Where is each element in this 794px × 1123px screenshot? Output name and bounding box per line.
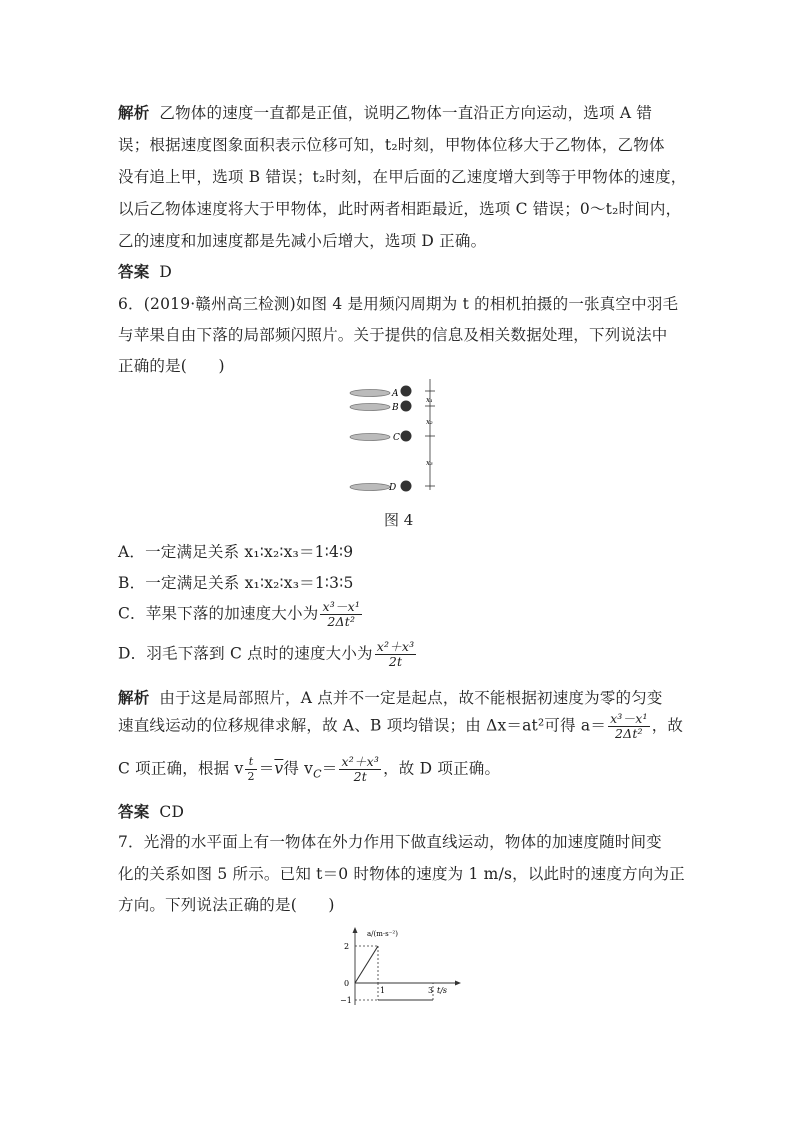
tick-y-m1: −1 — [340, 996, 352, 1005]
q6-option-c: C．苹果下落的加速度大小为 $\frac{\text{x³－x¹}}{\text{2Δt²}}$ — [118, 599, 361, 629]
x-axis-label: t/s — [437, 986, 448, 995]
apple-a — [401, 386, 412, 397]
analysis5-line5: 乙的速度和加速度都是先减小后增大，选项 D 正确。 — [118, 232, 487, 250]
tick-x-1: 1 — [380, 986, 386, 995]
apple-d — [401, 481, 412, 492]
q6-option-a: A．一定满足关系 x₁∶x₂∶x₃＝1∶4∶9 — [118, 543, 354, 561]
apple-b — [401, 401, 412, 412]
apple-c — [401, 431, 412, 442]
analysis6-line3: C 项正确，根据 v $\frac{t}{2}$ $=\overline{v}$得 $v_C=$ $\frac{\text{x²＋x³}}{2t}$ ，故 D 项正确。 — [118, 754, 501, 784]
analysis6-label: 解析 — [118, 688, 150, 707]
q6-line2: 与苹果自由下落的局部频闪照片。关于提供的信息及相关数据处理，下列说法中 — [118, 326, 668, 344]
q6-line1: 6．(2019·赣州高三检测)如图 4 是用频闪周期为 t 的相机拍摄的一张真空中羽毛 — [118, 295, 679, 313]
tick-y-0: 0 — [344, 979, 350, 988]
q7-line3: 方向。下列说法正确的是( ) — [118, 896, 335, 914]
analysis5-line1: 解析 乙物体的速度一直都是正值，说明乙物体一直沿正方向运动，选项 A 错 — [118, 103, 653, 122]
analysis5-line4: 以后乙物体速度将大于甲物体，此时两者相距最近，选项 C 错误；0～t₂时间内， — [118, 200, 682, 218]
answer6 — [118, 800, 184, 822]
tick-x-3: 3 — [428, 986, 434, 995]
analysis6-fraction1: $\frac{\text{x³－x¹}}{\text{2Δt²}}$ — [610, 711, 648, 741]
answer6-value: CD — [159, 803, 185, 821]
feather-d — [350, 484, 390, 491]
q7-line1: 7．光滑的水平面上有一物体在外力作用下做直线运动，物体的加速度随时间变 — [118, 833, 662, 851]
analysis5-line3: 没有追上甲，选项 B 错误；t₂时刻，在甲后面的乙速度增大到等于甲物体的速度， — [118, 168, 687, 186]
answer6-label: 答案 — [118, 802, 150, 821]
label-a: A — [392, 389, 399, 399]
label-d: D — [389, 483, 397, 493]
q6-line3: 正确的是( ) — [118, 357, 225, 375]
q6-option-b: B．一定满足关系 x₁∶x₂∶x₃＝1∶3∶5 — [118, 574, 354, 592]
analysis6-fraction2: $\frac{\text{x²＋x³}}{2t}$ — [341, 754, 380, 784]
feather-c — [350, 434, 390, 441]
figure4-caption: 图 4 — [384, 511, 414, 529]
acceleration-graph — [330, 925, 465, 1010]
feather-a — [350, 390, 390, 397]
label-x2: x₂ — [426, 418, 433, 426]
label-x1: x₁ — [426, 396, 433, 404]
q7-line2: 化的关系如图 5 所示。已知 t＝0 时物体的速度为 1 m/s，以此时的速度方向为正 — [118, 865, 685, 883]
analysis6-line1: 解析 由于这是局部照片，A 点并不一定是起点，故不能根据初速度为零的匀变 — [118, 688, 663, 707]
tick-y-2: 2 — [344, 942, 350, 951]
answer5 — [118, 260, 172, 282]
strobe-photo-figure — [340, 377, 450, 495]
label-b: B — [392, 403, 399, 413]
y-axis-label: a/(m·s⁻²) — [367, 930, 398, 938]
analysis6-subfrac: $\frac{t}{2}$ — [247, 755, 255, 783]
label-c: C — [393, 433, 400, 443]
optc-fraction: $\frac{\text{x³－x¹}}{\text{2Δt²}}$ — [322, 599, 361, 629]
analysis5-line2: 误；根据速度图象面积表示位移可知，t₂时刻，甲物体位移大于乙物体，乙物体 — [118, 136, 665, 154]
answer5-value: D — [159, 263, 173, 281]
feather-b — [350, 404, 390, 411]
ramp-line — [355, 946, 378, 983]
label-x3: x₃ — [426, 459, 433, 467]
optd-fraction: $\frac{\text{x²＋x³}}{2t}$ — [376, 639, 415, 669]
analysis6-line2: 速直线运动的位移规律求解，故 A、B 项均错误；由 Δx＝at²可得 a＝ $\frac{\text{x³－x¹}}{\text{2Δt²}}$ ，故 — [118, 711, 684, 741]
q6-option-d: D．羽毛下落到 C 点时的速度大小为 $\frac{\text{x²＋x³}}{2t}$ — [118, 639, 415, 669]
answer5-label: 答案 — [118, 262, 150, 281]
analysis5-label: 解析 — [118, 103, 150, 122]
